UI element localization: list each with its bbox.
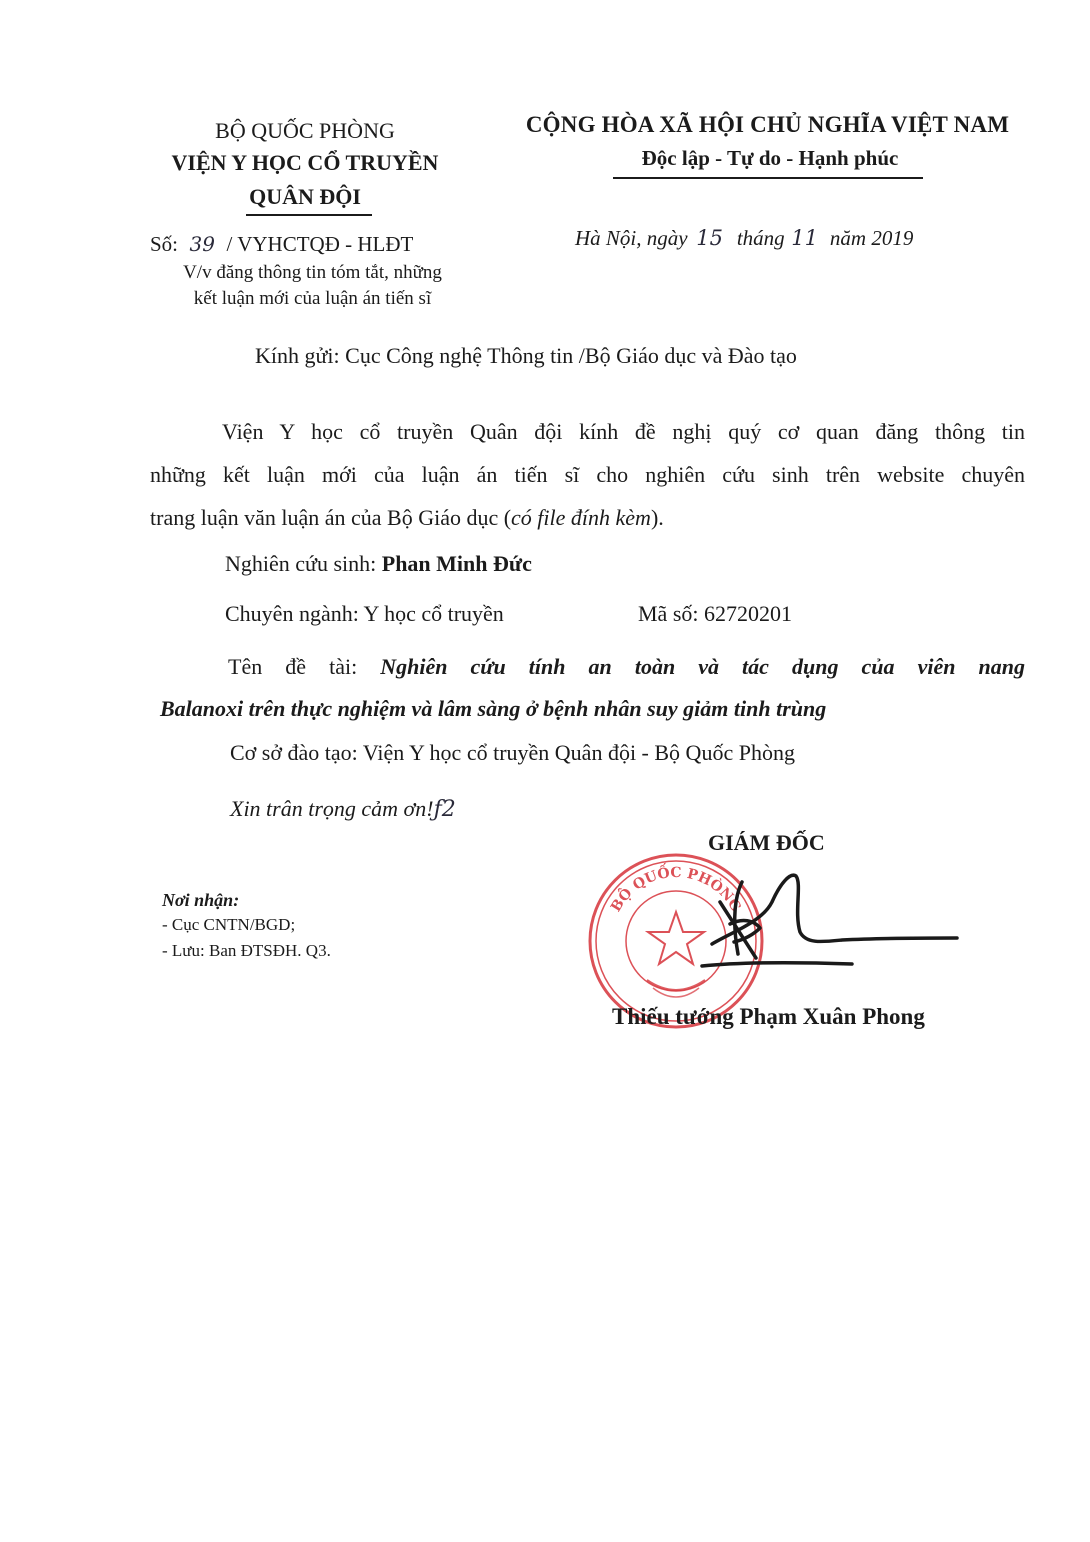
topic-label: Tên đề tài: (228, 654, 358, 679)
national-motto: Độc lập - Tự do - Hạnh phúc (641, 146, 899, 170)
subject-line1: V/v đăng thông tin tóm tắt, những (183, 262, 442, 283)
paragraph-line2: những kết luận mới của luận án tiến sĩ cho nghiên cứu sinh trên website chuyên (150, 462, 1025, 487)
paragraph-line1: Viện Y học cổ truyền Quân đội kính đề nghị quý cơ quan đăng thông tin (222, 419, 1025, 444)
topic-line1 (160, 646, 1025, 688)
signer-name: Thiếu tướng Phạm Xuân Phong (612, 1004, 925, 1029)
date-day: 15 (696, 226, 723, 250)
paragraph-line3-end: ). (650, 505, 664, 530)
date-line (575, 226, 913, 251)
major-line: Chuyên ngành: Y học cổ truyền (225, 601, 504, 626)
thanks-text: Xin trân trọng cảm ơn! (230, 796, 434, 821)
major-code: Mã số: 62720201 (638, 601, 792, 626)
training-facility: Cơ sở đào tạo: Viện Y học cổ truyền Quân đội - Bộ Quốc Phòng (230, 740, 795, 765)
ref-prefix: Số: (150, 232, 179, 256)
reference-number (150, 232, 413, 257)
recipient-line: Kính gửi: Cục Công nghệ Thông tin /Bộ Giáo dục và Đào tạo (255, 343, 797, 368)
date-month: 11 (791, 226, 819, 250)
attachment-note: có file đính kèm (511, 505, 651, 530)
nation-title: CỘNG HÒA XÃ HỘI CHỦ NGHĨA VIỆT NAM (525, 112, 1010, 137)
unit-name-line1: VIỆN Y HỌC CỔ TRUYỀN (171, 150, 439, 175)
researcher-line (225, 551, 532, 577)
ref-number-handwritten: 39 (189, 232, 215, 256)
paragraph-line3-text: trang luận văn luận án của Bộ Giáo dục ( (150, 505, 512, 530)
date-month-label: tháng (736, 226, 785, 250)
motto-underline (613, 177, 923, 179)
researcher-label: Nghiên cứu sinh: (225, 551, 377, 576)
body-paragraph (150, 410, 1025, 539)
ministry-name: BỘ QUỐC PHÒNG (215, 118, 395, 143)
date-year: năm 2019 (829, 226, 914, 250)
topic-text-line1: Nghiên cứu tính an toàn và tác dụng của viên nang (380, 654, 1025, 679)
unit-name-line2: QUÂN ĐỘI (249, 184, 361, 209)
thesis-topic (160, 646, 1025, 730)
handwritten-signature (672, 862, 972, 982)
topic-text-line2: Balanoxi trên thực nghiệm và lâm sàng ở bệnh nhân suy giảm tinh trùng (160, 696, 827, 721)
closing-thanks (230, 796, 456, 822)
handwritten-initials: ƒ2 (433, 797, 456, 822)
recipients-title: Nơi nhận: (162, 890, 240, 910)
unit-underline (246, 214, 372, 216)
subject-line2: kết luận mới của luận án tiến sĩ (193, 288, 432, 309)
date-place: Hà Nội, ngày (575, 226, 688, 250)
recipient-item: - Lưu: Ban ĐTSĐH. Q3. (162, 941, 331, 960)
topic-line2 (160, 688, 1025, 730)
recipient-item: - Cục CNTN/BGD; (162, 915, 296, 934)
paragraph-line3 (150, 496, 1025, 539)
researcher-name: Phan Minh Đức (381, 551, 532, 576)
ref-suffix: / VYHCTQĐ - HLĐT (226, 232, 414, 256)
svg-text:BỘ QUỐC PHÒNG: BỘ QUỐC PHÒNG (608, 864, 744, 915)
signer-title: GIÁM ĐỐC (708, 830, 825, 855)
